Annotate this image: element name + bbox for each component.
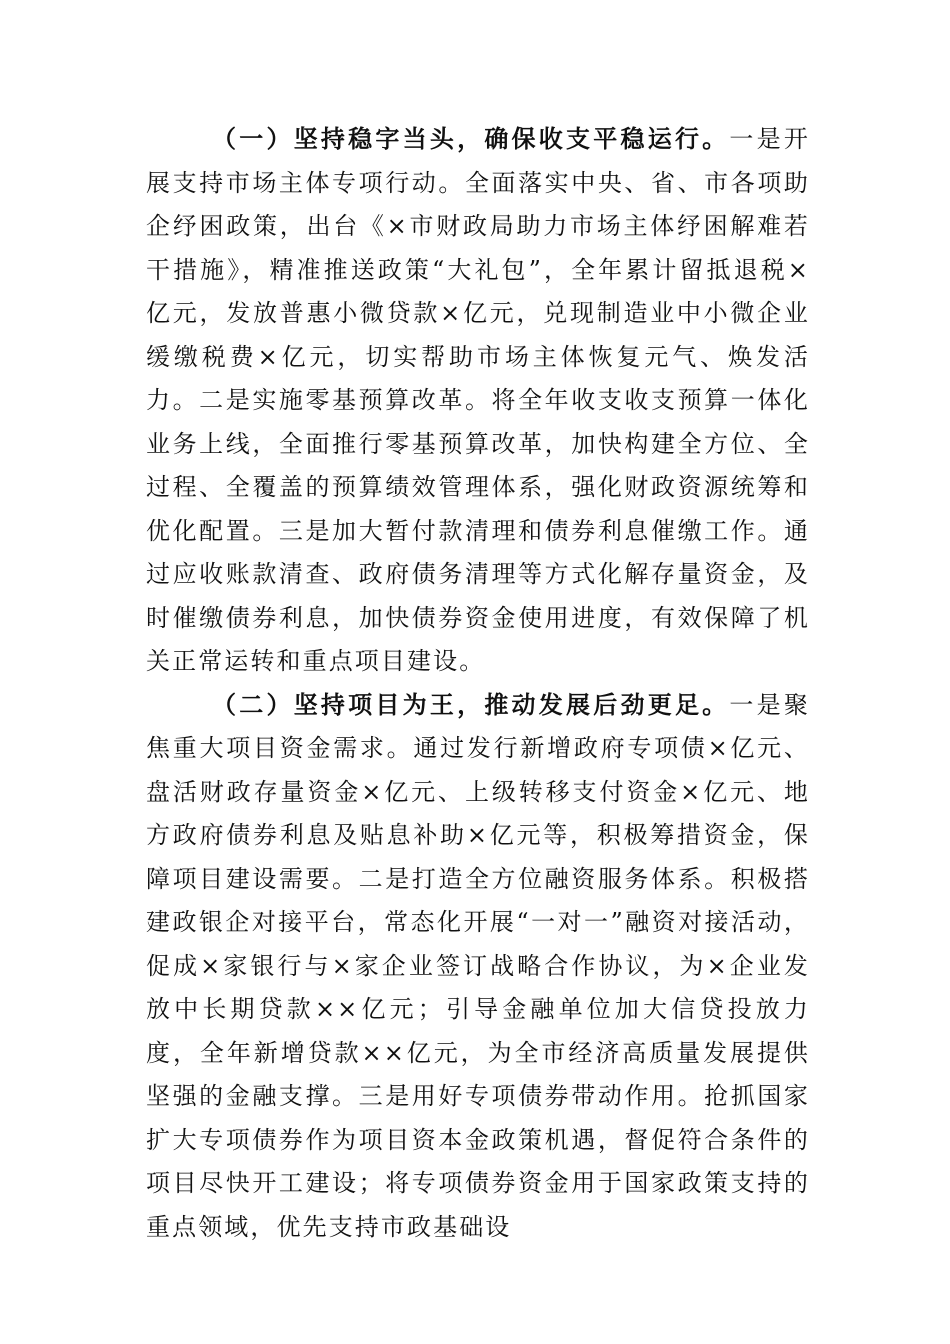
paragraph-2: [146, 684, 810, 1250]
paragraph-2-heading: （二）坚持项目为王，推动发展后劲更足。: [212, 690, 730, 719]
paragraph-1: [146, 118, 810, 684]
paragraph-2-text: 一是聚焦重大项目资金需求。通过发行新增政府专项债×亿元、盘活财政存量资金×亿元、上级转移支付资金×亿元、地方政府债券利息及贴息补助×亿元等，积极筹措资金，保障项目建设需要。二是打造全方位融资服务体系。积极搭建政银企对接平台，常态化开展“一对一”融资对接活动，促成×家银行与×家企业签订战略合作协议，为×企业发放中长期贷款××亿元；引导金融单位加大信贷投放力度，全年新增贷款××亿元，为全市经济高质量发展提供坚强的金融支撑。三是用好专项债券带动作用。抢抓国家扩大专项债券作为项目资本金政策机遇，督促符合条件的项目尽快开工建设；将专项债券资金用于国家政策支持的重点领域，优先支持市政基础设: [146, 690, 810, 1241]
paragraph-1-text: 一是开展支持市场主体专项行动。全面落实中央、省、市各项助企纾困政策，出台《×市财政局助力市场主体纾困解难若干措施》，精准推送政策“大礼包”，全年累计留抵退税×亿元，发放普惠小微贷款×亿元，兑现制造业中小微企业缓缴税费×亿元，切实帮助市场主体恢复元气、焕发活力。二是实施零基预算改革。将全年收支收支预算一体化业务上线，全面推行零基预算改革，加快构建全方位、全过程、全覆盖的预算绩效管理体系，强化财政资源统筹和优化配置。三是加大暂付款清理和债券利息催缴工作。通过应收账款清查、政府债务清理等方式化解存量资金，及时催缴债券利息，加快债券资金使用进度，有效保障了机关正常运转和重点项目建设。: [146, 125, 810, 675]
paragraph-1-heading: （一）坚持稳字当头，确保收支平稳运行。: [212, 125, 730, 153]
document-body: [146, 118, 810, 1249]
